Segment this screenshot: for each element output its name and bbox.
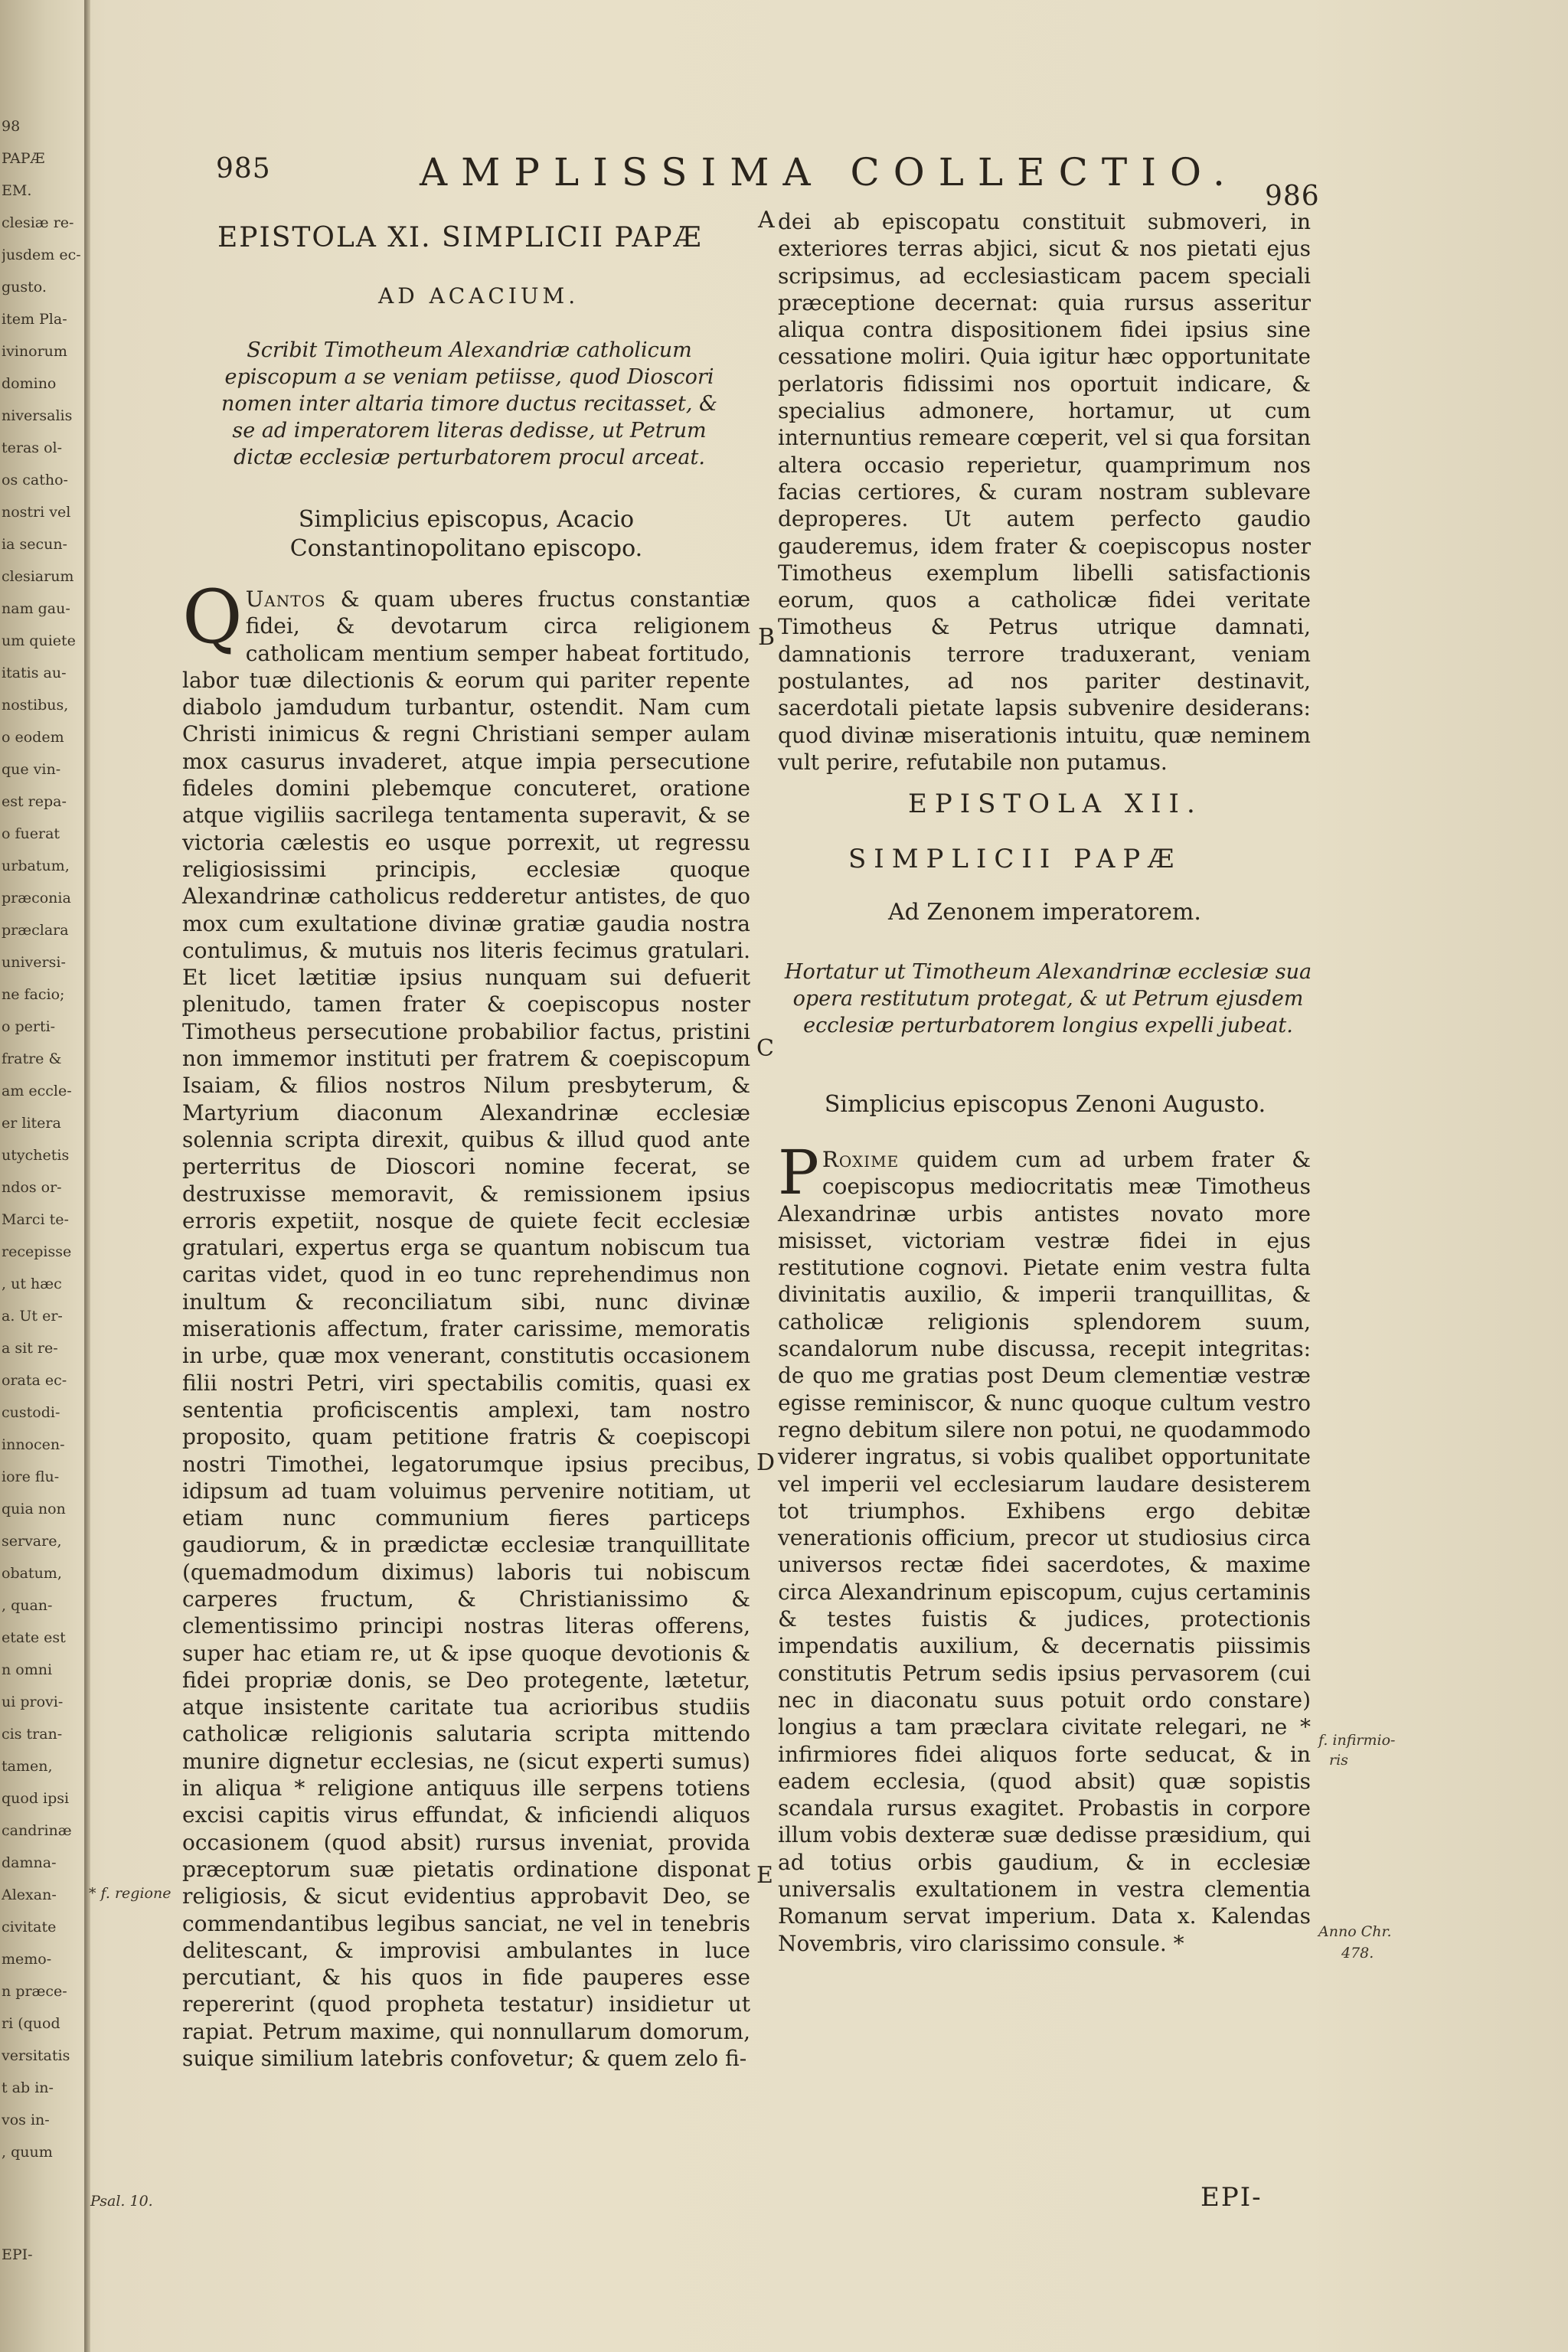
spine-fragment: clesiarum [2,568,74,585]
spine-fragment: memo- [2,1951,52,1968]
spine-fragment: utychetis [2,1147,70,1164]
spine-fragment: ui provi- [2,1694,64,1710]
spine-fragment: ndos or- [2,1179,62,1196]
margin-note-infirmioris-2: ris [1329,1752,1348,1769]
spine-fragment: etate est [2,1629,66,1646]
spine-fragment: præconia [2,890,71,906]
spine-fragment: servare, [2,1533,62,1550]
epistola-xi-body-right [778,208,1311,776]
drop-cap-q: Q [182,574,243,660]
margin-note-psalm: Psal. 10. [90,2193,153,2210]
spine-fragment: versitatis [2,2047,70,2064]
margin-note-infirmioris-1: f. infirmio- [1318,1732,1396,1749]
section-letter-c: C [756,1035,774,1062]
running-title: AMPLISSIMA COLLECTIO. [420,150,1239,194]
spine-fragment: nostibus, [2,697,69,714]
spine-fragment: os catho- [2,472,68,488]
spine-fragment: urbatum, [2,858,70,874]
margin-note-year-2: 478. [1341,1945,1374,1962]
left-column-text: & quam uberes fructus constantiæ fidei, & devotarum circa religionem catholicam mentium semper habeat fortitudo, labor tuæ dilectionis & eorum qui pariter repente diabolo jamdudum turbantur, ostendit. Nam cum Christi inimicus & regni Christiani semper aulam mox casurus invaderet, atque impia persecutione fideles domini plebemque concuteret, oratione atque vigiliis sacrilega tentamenta superavit, & se victoria cælestis eo usque porrexit, ut regressu religiosissimi principis, ecclesiæ quoque Alexandrinæ catholicus redderetur antistes, de quo mox cum exultatione divinæ gratiæ gaudia nostra contulimus, & mutuis nos literis fecimus gratulari. Et licet lætitiæ ipsius nunquam sui defuerit plenitudo, tamen frater & coepiscopus noster Timotheus persecutione probabilior factus, pristini non immemor instituti per fratrem & coepiscopum Isaiam, & filios nostros Nilum presbyterum, & Martyrium diaconum Alexandrinæ ecclesiæ solennia scripta direxit, quibus & illud quod ante perterritus de Dioscori nomine fecerat, se destruxisse memoravit, & remissionem ipsius erroris expetiit, nosque de quiete fecit ecclesiæ gratulari, expertus erga se quantum nobiscum tua caritas videt, quod in eo tunc reprehendimus non inultum & reconciliatum sibi, nunc divinæ miserationis affectum, frater carissime, memoratis in urbe, quæ mox venerant, constitutis occasionem filii nostri Petri, viri spectabilis comitis, quasi ex sententia proficiscentis amplexi, tam nostro proposito, quam petitione fratris & coepiscopi nostri Timothei, legatorumque ipsius precibus, idipsum ad tuam voluimus pervenire notitiam, ut etiam nunc communium fieres particeps gaudiorum, & in prædictæ ecclesiæ tranquillitate (quemadmodum diximus) laboris tui nobiscum carperes fructum, & Christianissimo & clementissimo principi nostras literas offerens, super hac etiam re, ut & ipse quoque devotionis & fidei propriæ donis, se Deo protegente, lætetur, atque insistente caritate tua acrioribus studiis catholicæ religionis salutaria scripta mittendo munire dignetur ecclesias, ne (sicut experti sumus) in aliqua * religione antiquus ille serpens totiens excisi capitis virus effundat, & inficiendi aliquos occasionem (quod absit) rursus inveniat, provida præceptorum suæ pietatis ordinatione disponat religiosis, & sicut evidentius approbavit Deo, se commendantibus legibus sanciat, ne vel in tenebris delitescant, & improvisi ambulantes in luce percutiant, & his quos in fide pauperes esse repererint (quod propheta testatur) insidietur ut rapiat. Petrum maxime, qui nonnullarum domorum, suique similium latebris confovetur; & quem zelo fi- [182,586,751,2072]
spine-fragment: nostri vel [2,504,71,521]
epistola-xii-summary: Hortatur ut Timotheum Alexandrinæ ecclesiæ sua opera restitutum protegat, & ut Petrum ejusdem ecclesiæ perturbatorem longius expelli jubeat. [784,960,1312,1037]
epistola-xii-salutation: Simplicius episcopus Zenoni Augusto. [824,1091,1266,1118]
right-column-text: dei ab episcopatu constituit submoveri, in exteriores terras abjici, sicut & nos pietati ejus scripsimus, ad ecclesiasticam pacem speciali præceptione decernat: quia rursus asseritur aliqua contra dispositionem fidei ipsius sine cessatione moliri. Quia igitur hæc opportunitate perlatoris fidissimi nos oportuit indicare, & specialius admonere, hortamur, ut cum internuntius remeare cœperit, vel si qua forsitan altera occasio reperietur, quamprimum nos facias certiores, & curam nostram sublevare deproperes. Ut autem perfecto gaudio gauderemus, idem frater & coepiscopus noster Timotheus exemplum libelli satisfactionis eorum, quos a catholicæ fidei veritate Timotheus & Petrus utrique damnati, damnationis terrore traduxerant, veniam postulantes, ad nos pariter destinavit, sacerdotali pietate lapsis subvenire desiderans: quod divinæ miserationis intuitu, quæ neminem vult perire, refutabile non putamus. [778,209,1311,775]
epistola-xii-body [778,1137,1311,1957]
spine-fragment: damna- [2,1854,57,1871]
right-page-number: 986 [1265,181,1320,212]
left-page-spine [0,0,86,2352]
spine-fragment: a sit re- [2,1340,58,1357]
first-word-rest: Uantos [245,586,326,612]
spine-fragment: Marci te- [2,1211,69,1228]
spine-fragment: itatis au- [2,665,67,681]
spine-fragment: tamen, [2,1758,53,1775]
spine-fragment: PAPÆ [2,150,45,167]
spine-fragment: a. Ut er- [2,1308,63,1325]
spine-fragment: o fuerat [2,825,60,842]
epistola-xi-title: EPISTOLA XI. SIMPLICII PAPÆ [217,222,703,253]
spine-fragment: ia secun- [2,536,67,553]
gutter-shadow [86,0,90,2352]
epistola-xii-title: EPISTOLA XII. [908,789,1203,819]
spine-fragment: fratre & [2,1050,62,1067]
catchword: EPI- [1200,2182,1263,2213]
spine-fragment: Alexan- [2,1886,57,1903]
epistola-xii-author: SIMPLICII PAPÆ [848,844,1182,874]
epistola-xi-body-left [182,574,751,2072]
spine-fragment: candrinæ [2,1822,72,1839]
spine-fragment: cis tran- [2,1726,63,1743]
spine-fragment: nam gau- [2,600,70,617]
spine-fragment: civitate [2,1919,57,1936]
spine-fragment: clesiæ re- [2,214,74,231]
spine-fragment: domino [2,375,57,392]
spine-fragment: n præce- [2,1983,67,2000]
left-page-number: 985 [216,153,271,185]
spine-fragment: , quan- [2,1597,53,1614]
epistola-xii-addressee: Ad Zenonem imperatorem. [888,899,1201,926]
spine-fragment: am eccle- [2,1083,72,1099]
section-letter-d: D [756,1449,776,1476]
spine-fragment: orata ec- [2,1372,67,1389]
spine-fragment: , ut hæc [2,1276,62,1292]
epistola-xii-text: quidem cum ad urbem frater & coepiscopus mediocritatis meæ Timotheus Alexandrinæ urbis antistes novato more misisset, victoriam vestræ fidei in ejus restitutione cognovi. Pietate enim vestra fulta divinitatis auxilio, & imperii tranquillitas, & catholicæ religionis splendorem suum, scandalorum nube discussa, recepit integritas: de quo me gratias post Deum clementiæ vestræ egisse reminiscor, & nunc quoque cultum vestro regno debitum silere non potui, ne quodammodo viderer ingratus, si vobis qualibet opportunitate vel imperii vel ecclesiarum laudare desisterem tot triumphos. Exhibens ergo debitæ venerationis officium, precor ut studiosius circa universos rectæ fidei sacerdotes, & maxime circa Alexandrinum episcopum, cujus certaminis & testes fuistis & judices, protectionis impendatis auxilium, & decernatis piissimis constitutis Petrum sedis ipsius pervasorem (cui nec in diaconatu suus potuit ordo constare) longius a tam præclara civitate relegari, ne * infirmiores fidei aliquos forte seducat, & in eadem ecclesia, (quod absit) quæ sopistis scandala rursus exagitet. Probastis in corpore illum vobis dexteræ suæ dedisse præsidium, qui ad totius orbis gaudium, & in ecclesiæ universalis exultationem in vestra clementia Romanum servat imperium. Data x. Kalendas Novembris, viro clarissimo consule. * [778,1147,1311,1956]
spine-fragment: gusto. [2,279,47,296]
spine-fragment: universi- [2,954,66,971]
spine-fragment: n omni [2,1661,53,1678]
section-letter-b: B [758,624,776,651]
spine-fragment: 98 [2,118,21,135]
spine-fragment: custodi- [2,1404,60,1421]
spine-fragment: er litera [2,1115,61,1132]
spine-fragment: que vin- [2,761,61,778]
spine-fragment: præclara [2,922,69,939]
drop-cap-p: P [778,1137,819,1208]
spine-fragment: , quum [2,2144,53,2161]
spine-fragment: innocen- [2,1436,65,1453]
spine-fragment: ri (quod [2,2015,60,2032]
spine-fragment: um quiete [2,632,76,649]
section-letter-a: A [758,207,775,234]
spine-fragment: o perti- [2,1018,56,1035]
epistola-xi-summary: Scribit Timotheum Alexandriæ catholicum episcopum a se veniam petiisse, quod Dioscori nomen inter altaria timore ductus recitasset, & se ad imperatorem literas dedisse, ut Petrum dictæ ecclesiæ perturbatorem procul arceat. [220,338,718,469]
first-word-rest-xii: Roxime [822,1147,900,1172]
spine-fragment: teras ol- [2,439,63,456]
margin-note-religione: * f. regione [89,1885,172,1902]
spine-fragment: niversalis [2,407,73,424]
section-letter-e: E [756,1862,773,1889]
spine-fragment: quod ipsi [2,1790,70,1807]
spine-fragment: recepisse [2,1243,72,1260]
spine-fragment: item Pla- [2,311,67,328]
spine-fragment: EM. [2,182,32,199]
spine-fragment: iore flu- [2,1468,60,1485]
margin-note-year-1: Anno Chr. [1318,1923,1392,1940]
epistola-xi-addressee: AD ACACIUM. [378,283,580,309]
spine-fragment: est repa- [2,793,67,810]
spine-fragment: jusdem ec- [2,247,81,263]
spine-fragment: t ab in- [2,2079,54,2096]
spine-fragment: o eodem [2,729,64,746]
spine-fragment: vos in- [2,2112,50,2128]
spine-fragment: quia non [2,1501,66,1517]
spine-fragment: obatum, [2,1565,62,1582]
spine-fragment: ne facio; [2,986,65,1003]
epistola-xi-salutation: Simplicius episcopus, Acacio Constantinopolitano episcopo. [289,506,643,562]
spine-fragment: EPI- [2,2246,33,2263]
spine-fragment: ivinorum [2,343,67,360]
